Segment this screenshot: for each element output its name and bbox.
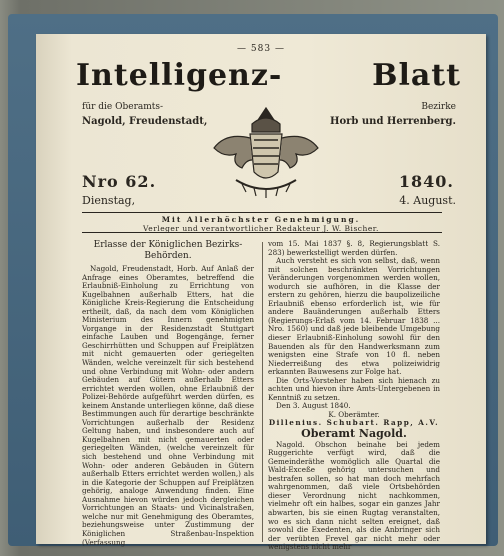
- section-heading: Erlasse der Königlichen Bezirks-Behörden.: [93, 240, 243, 261]
- coat-of-arms-icon: [206, 102, 326, 202]
- newspaper-page: [36, 34, 486, 552]
- masthead-title-left: Intelligenz-: [76, 58, 283, 93]
- article-paragraph: Auch versteht es sich von selbst, daß, wenn mit solchen beschränkten Vorrichtungen Veränderungen vorgenommen werden wollen, wodurch sie aufhören, in die Klasse der erstern zu gehören, hierzu die baupolizeiliche Erlaubniß ebenso erforderlich ist, wie für andere Bauänderungen außerhalb Etters (Regierungs-Erlaß vom 14. Februar 1838 ... Nro. 1560) und daß jede bleibende Umgebung dieser Erlaubniß-Einholung sowohl für den Bauenden als für den Handwerksmann zum wenigsten eine Strafe von 10 fl. neben Niederreißung des etwa polizeiwidrig erkannten Bauwesens zur Folge hat.: [268, 256, 440, 377]
- signatories: Dillenius. Schubart. Rapp, A.V.: [268, 418, 440, 428]
- section-heading-2: Oberamt Nagold.: [301, 427, 407, 441]
- issue-number: Nro 62.: [82, 172, 157, 191]
- district-names-left: Nagold, Freudenstadt,: [82, 116, 208, 127]
- masthead: [76, 58, 461, 94]
- district-names-right: Horb und Herrenberg.: [330, 116, 456, 127]
- page-number: — 583 —: [237, 44, 285, 54]
- issue-year: 1840.: [398, 172, 454, 191]
- column-divider: [262, 242, 263, 542]
- masthead-title-right: Blatt: [372, 58, 461, 93]
- divider-top: [82, 212, 442, 213]
- district-label-right: Bezirke: [421, 102, 456, 112]
- issue-weekday: Dienstag,: [82, 194, 136, 207]
- publisher-line: Verleger und verantwortlicher Redakteur J. W. Bischer.: [143, 224, 379, 233]
- divider-bottom: [82, 232, 442, 233]
- article-paragraph: Nagold, Freudenstadt, Horb. Auf Anlaß der Anfrage eines Oberamtes, betreffend die Erlaubniß-Einholung zu Errichtung von Kugelbahnen außerhalb Etters, hat die Königliche Kreis-Regierung die Entscheidung ertheilt, daß, da nach dem vom Königlichen Ministerium des Innern genehmigten Vorgange in der Residenzstadt Stuttgart einfache Lauben und Bogengänge, ferner Geschirrhütten und Schuppen auf Freiplätzen mit nicht gemauerten oder geriegelten Wänden, welche vereinzelt für sich bestehend und ohne Verbindung mit Wohn- oder andern Gebäuden auf Gütern außerhalb Etters errichtet werden wollen, ohne Erlaubniß der Polizei-Behörde aufgeführt werden dürfen, es keinem Anstande unterliegen könne, daß diese Bestimmungen auch für derartige beschränkte Vorrichtungen außerhalb der Residenz Geltung haben, und insbesondere auch auf Kugelbahnen mit nicht gemauerten oder geriegelten Wänden, (welche vereinzelt für sich bestehend und ohne Verbindung mit Wohn- oder anderen Gebäuden in Gütern außerhalb Etters errichtet werden wollen,) als in die Kategorie der Schuppen auf Freiplätzen gehörig, analoge Anwendung finden. Eine Ausnahme hievon würden jedoch dergleichen Vorrichtungen an Staats- und Vicinalstraßen, welche nur mit Genehmigung des Oberamtes, beziehungsweise unter Zustimmung der Königlichen Straßenbau-Inspektion (Verfassung: [82, 264, 254, 547]
- right-column: [268, 240, 440, 552]
- left-column: [82, 240, 254, 547]
- district-label-left: für die Oberamts-: [82, 102, 164, 112]
- article-paragraph: vom 15. Mai 1837 §. 8, Regierungsblatt S. 283) bewerkstelligt werden dürfen.: [268, 239, 440, 257]
- date-line: Den 3. August 1840.: [276, 401, 351, 411]
- article-paragraph: Nagold. Obschon beinahe bei jedem Ruggerichte verfügt wird, daß die Gemeinderäthe womöglich alle Quartal die Wald-Exceße gehörig untersuchen und bestrafen sollen, so hat man doch mehrfach wahrgenommen, daß viele Ortsbehörden dieser Verordnung nicht nachkommen, vielmehr oft ein halbes, sogar ein ganzes Jahr abwarten, bis sie einen Rugtag veranstalten, wo es sich dann nicht selten ereignet, daß sowohl die Exedenten, als die Anbringer sich der verübten Frevel gar nicht mehr oder wenigstens nicht mehr: [268, 439, 440, 552]
- privilege-line: Mit Allerhöchster Genehmigung.: [161, 215, 361, 224]
- office-signature: K. Oberämter.: [328, 409, 380, 419]
- issue-date: 4. August.: [399, 194, 456, 207]
- article-paragraph: Die Orts-Vorsteher haben sich hienach zu achten und hievon ihre Amts-Untergebenen in Kenntniß zu setzen.: [268, 375, 440, 402]
